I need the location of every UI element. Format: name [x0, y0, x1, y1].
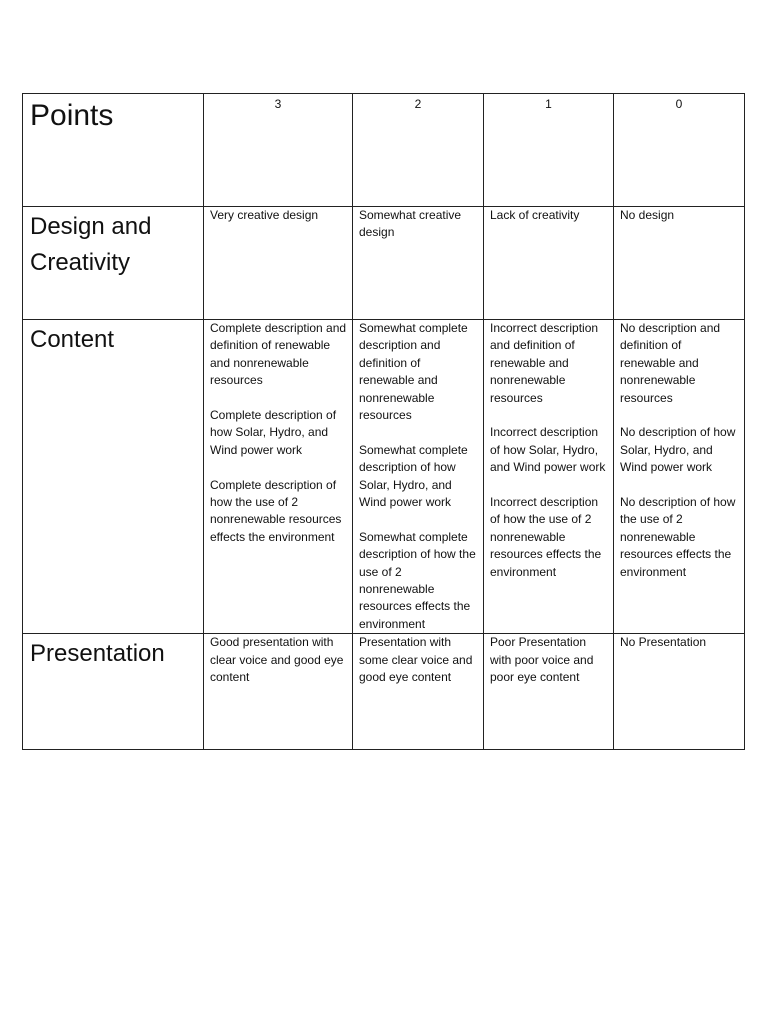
rubric-text: Somewhat creative design: [359, 208, 462, 240]
points-cell-2: [353, 94, 484, 207]
header-row: [23, 94, 745, 207]
points-value: 3: [274, 97, 282, 111]
rubric-cell: [353, 634, 484, 750]
header-label-cell: [23, 94, 204, 207]
criteria-row-design: [23, 207, 745, 320]
rubric-text: Lack of creativity: [490, 208, 580, 222]
rubric-text: Complete description and definition of renewable and nonrenewable resources: [210, 321, 347, 388]
rubric-text: Good presentation with clear voice and good eye content: [210, 635, 344, 685]
rubric-cell: [204, 207, 353, 320]
rubric-text: Somewhat complete description of how the use of 2 nonrenewable resources effects the environment: [359, 529, 476, 631]
criteria-row-presentation: [23, 634, 745, 750]
points-value: 1: [545, 97, 552, 111]
points-cell-1: [484, 94, 614, 207]
rubric-text: No description of how the use of 2 nonrenewable resources effects the environment: [620, 495, 736, 579]
rubric-cell: [204, 320, 353, 634]
rubric-text: Somewhat complete description of how Solar, Hydro, and Wind power work: [359, 442, 468, 510]
rubric-text: Incorrect description and definition of renewable and nonrenewable resources: [490, 321, 599, 405]
rubric-cell: [484, 320, 614, 634]
rubric-cell: [614, 634, 745, 750]
points-cell-3: [204, 94, 353, 207]
rubric-cell: [353, 320, 484, 634]
rubric-text: Poor Presentation with poor voice and poor eye content: [490, 635, 594, 685]
rubric-text: No description and definition of renewable and nonrenewable resources: [620, 321, 721, 405]
rubric-text: Very creative design: [210, 208, 319, 222]
rubric-cell: [614, 320, 745, 634]
rubric-text: Somewhat complete description and definition of renewable and nonrenewable resources: [359, 321, 468, 423]
rubric-text: No Presentation: [620, 635, 707, 650]
criteria-label-cell: [23, 320, 204, 634]
criteria-label: Content: [30, 326, 115, 353]
rubric-text: Presentation with some clear voice and good eye content: [359, 635, 473, 685]
points-heading: Points: [30, 99, 114, 132]
rubric-text: Complete description of how the use of 2 nonrenewable resources effects the environment: [210, 477, 342, 544]
rubric-text: No design: [620, 208, 675, 222]
points-value: 0: [675, 97, 683, 111]
criteria-label-cell: [23, 207, 204, 320]
rubric-cell: [484, 207, 614, 320]
points-cell-0: [614, 94, 745, 207]
criteria-label: Presentation: [30, 640, 165, 668]
rubric-cell: [204, 634, 353, 750]
criteria-row-content: [23, 320, 745, 634]
rubric-cell: [484, 634, 614, 750]
points-value: 2: [414, 97, 422, 111]
rubric-cell: [353, 207, 484, 320]
rubric-table: [22, 93, 745, 750]
rubric-cell: [614, 207, 745, 320]
criteria-label: Design and Creativity: [30, 213, 152, 276]
rubric-text: No description of how Solar, Hydro, and Wind power work: [620, 425, 736, 475]
criteria-label-cell: [23, 634, 204, 750]
rubric-text: Incorrect description of how Solar, Hydro, and Wind power work: [490, 425, 606, 475]
rubric-text: Complete description of how Solar, Hydro, and Wind power work: [210, 408, 337, 457]
rubric-text: Incorrect description of how the use of 2 nonrenewable resources effects the environment: [490, 495, 602, 579]
